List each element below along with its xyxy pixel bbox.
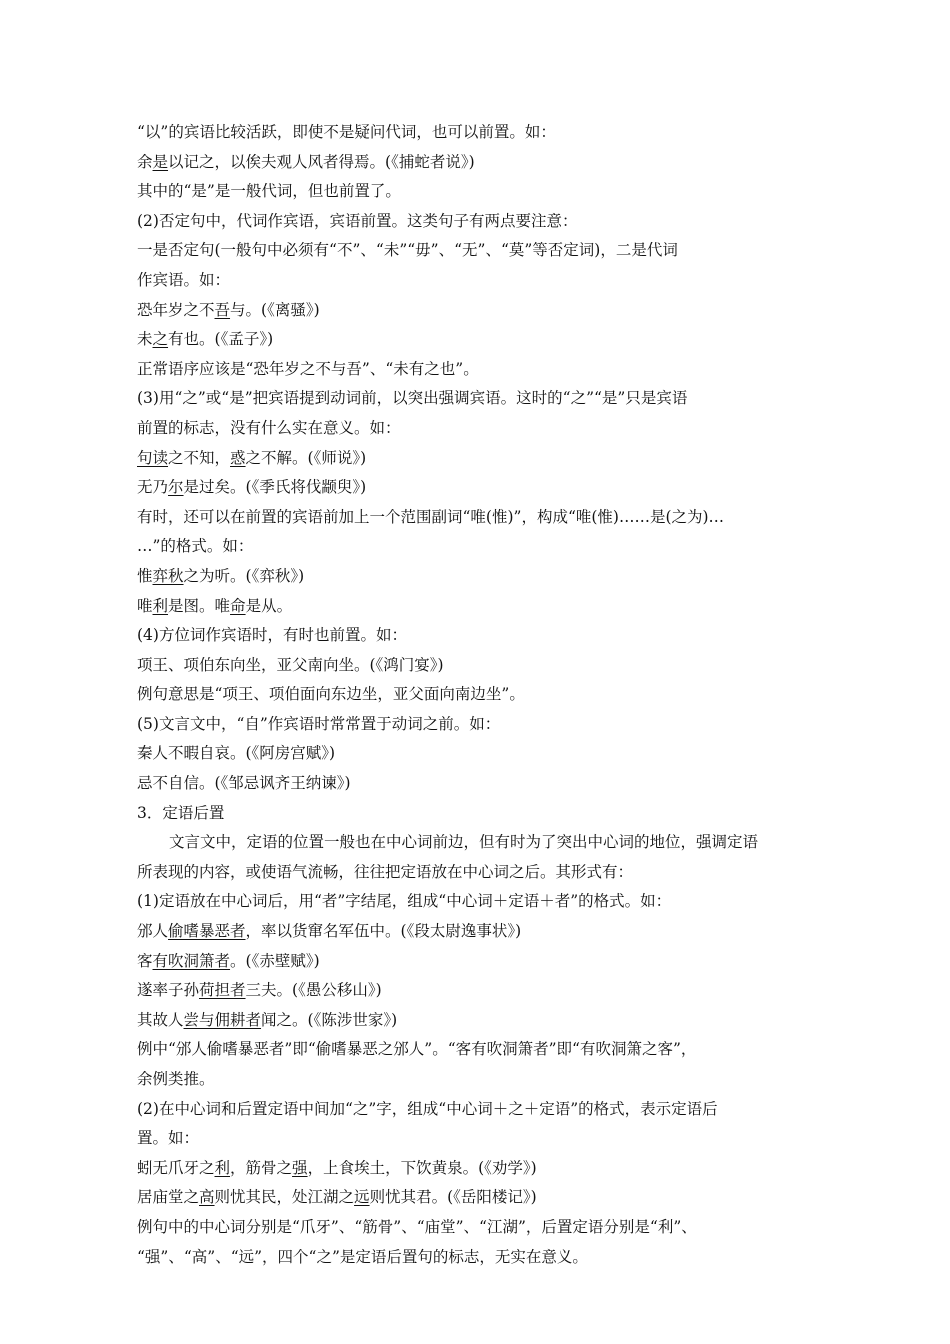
text-segment: “强”、“高”、“远”，四个“之”是定语后置句的标志，无实在意义。: [137, 1247, 588, 1266]
text-line: [137, 976, 827, 1006]
text-segment: 例中“邠人偷嗜暴恶者”即“偷嗜暴恶之邠人”。“客有吹洞箫者”即“有吹洞箫之客”，: [137, 1040, 697, 1059]
text-segment: 则忧其民，处江湖之: [214, 1188, 355, 1207]
text-line: [137, 1124, 827, 1154]
text-line: [137, 118, 827, 148]
text-segment: 置。如：: [137, 1129, 200, 1148]
underlined-word: 偷嗜暴恶者: [168, 922, 246, 941]
text-line: [137, 651, 827, 681]
underlined-word: 强: [292, 1158, 308, 1177]
text-segment: …”的格式。如：: [137, 537, 254, 556]
text-segment: 其中的“是”是一般代词，但也前置了。: [137, 182, 401, 201]
underlined-word: 高: [199, 1188, 215, 1207]
text-segment: 余: [137, 152, 153, 171]
underlined-word: 利: [214, 1158, 231, 1177]
text-line: [137, 1183, 827, 1213]
text-segment: 是过矣。(《季氏将伐颛臾》): [183, 478, 367, 497]
text-line: [137, 1006, 827, 1036]
text-segment: (2)在中心词和后置定语中间加“之”字，组成“中心词＋之＋定语”的格式，表示定语后: [137, 1099, 718, 1118]
text-line: [137, 355, 827, 385]
underlined-word: 利: [152, 596, 169, 615]
underlined-word: 命: [230, 596, 246, 615]
text-line: [137, 680, 827, 710]
text-line: [137, 266, 827, 296]
text-line: [137, 384, 827, 414]
text-segment: 忌不自信。(《邹忌讽齐王纳谏》): [137, 774, 351, 793]
text-segment: (5)文言文中，“自”作宾语时常常置于动词之前。如：: [137, 714, 501, 733]
text-line: [137, 739, 827, 769]
text-line: [137, 562, 827, 592]
text-segment: 作宾语。如：: [137, 270, 231, 289]
text-segment: 例句意思是“项王、项伯面向东边坐，亚父面向南边坐”。: [137, 685, 525, 704]
text-line: [137, 296, 827, 326]
text-line: [137, 177, 827, 207]
text-line: [137, 799, 827, 829]
text-line: [137, 148, 827, 178]
text-segment: 所表现的内容，或使语气流畅，往往把定语放在中心词之后。其形式有：: [137, 862, 634, 881]
text-line: [137, 828, 827, 858]
text-line: [137, 1065, 827, 1095]
text-line: [137, 414, 827, 444]
text-line: [137, 444, 827, 474]
text-line: [137, 473, 827, 503]
text-line: [137, 710, 827, 740]
underlined-word: 惑: [230, 448, 246, 467]
underlined-word: 远: [354, 1188, 370, 1207]
text-segment: 之不解。(《师说》): [245, 448, 367, 467]
text-segment: (1)定语放在中心词后，用“者”字结尾，组成“中心词＋定语＋者”的格式。如：: [137, 892, 672, 911]
text-line: [137, 1154, 827, 1184]
text-segment: 三夫。(《愚公移山》): [245, 981, 382, 1000]
text-segment: 项王、项伯东向坐，亚父南向坐。(《鸿门宴》): [137, 655, 444, 674]
text-segment: 客: [137, 951, 153, 970]
text-segment: 秦人不暇自哀。(《阿房宫赋》): [137, 744, 336, 763]
text-segment: 与。(《离骚》): [230, 300, 320, 319]
text-segment: 。(《赤壁赋》): [230, 951, 320, 970]
text-segment: “以”的宾语比较活跃，即使不是疑问代词，也可以前置。如：: [137, 123, 556, 141]
underlined-word: 有吹洞箫者: [152, 951, 231, 970]
text-line: [137, 887, 827, 917]
text-segment: 恐年岁之不: [137, 300, 215, 319]
text-segment: 蚓无爪牙之: [137, 1158, 215, 1177]
text-segment: 余例类推。: [137, 1070, 215, 1088]
text-line: [137, 503, 827, 533]
document-body: [137, 118, 827, 1272]
text-segment: 以记之，以俟夫观人风者得焉。(《捕蛇者说》): [168, 152, 475, 171]
text-segment: 无乃: [137, 478, 169, 497]
underlined-word: 之: [152, 330, 169, 349]
underlined-word: 是: [152, 152, 169, 171]
text-segment: ，筋骨之: [230, 1158, 293, 1177]
text-line: [137, 325, 827, 355]
underlined-word: 弈秋: [152, 566, 184, 585]
text-line: [137, 917, 827, 947]
underlined-word: 句读: [137, 448, 169, 467]
underlined-word: 尝与佣耕者: [183, 1010, 262, 1029]
text-line: [137, 1035, 827, 1065]
text-segment: 之为听。(《弈秋》): [183, 566, 305, 585]
text-segment: 是图。唯: [168, 596, 231, 615]
text-segment: (2)否定句中，代词作宾语，宾语前置。这类句子有两点要注意：: [137, 211, 578, 230]
text-segment: 前置的标志，没有什么实在意义。如：: [137, 418, 401, 437]
text-segment: (4)方位词作宾语时，有时也前置。如：: [137, 626, 407, 645]
text-line: [137, 1095, 827, 1125]
text-segment: 唯: [137, 596, 153, 615]
text-line: [137, 236, 827, 266]
text-segment: 闻之。(《陈涉世家》): [261, 1010, 398, 1029]
text-segment: ，上食埃土，下饮黄泉。(《劝学》): [307, 1158, 537, 1177]
text-line: [137, 1213, 827, 1243]
text-line: [137, 592, 827, 622]
text-line: [137, 621, 827, 651]
text-segment: 3．定语后置: [137, 803, 225, 822]
text-segment: 是从。: [245, 596, 293, 615]
text-line: [137, 1243, 827, 1273]
text-segment: 一是否定句(一般句中必须有“不”、“未”“毋”、“无”、“莫”等否定词)，二是代词: [137, 241, 678, 260]
underlined-word: 尔: [168, 478, 184, 497]
text-segment: 惟: [137, 566, 153, 585]
text-segment: 居庙堂之: [137, 1188, 200, 1207]
text-segment: 遂率子孙: [137, 981, 200, 1000]
text-segment: 正常语序应该是“恐年岁之不与吾”、“未有之也”。: [137, 359, 479, 378]
text-segment: 邠人: [137, 922, 169, 941]
text-segment: 则忧其君。(《岳阳楼记》): [369, 1188, 537, 1207]
text-segment: 有时，还可以在前置的宾语前加上一个范围副词“唯(惟)”，构成“唯(惟)……是(之为)…: [137, 507, 725, 526]
text-segment: 文言文中，定语的位置一般也在中心词前边，但有时为了突出中心词的地位，强调定语: [169, 833, 759, 852]
text-segment: 之不知，: [168, 448, 231, 467]
text-line: [137, 532, 827, 562]
text-segment: ，率以货窜名军伍中。(《段太尉逸事状》): [245, 922, 522, 941]
underlined-word: 荷担者: [199, 981, 246, 1000]
text-line: [137, 207, 827, 237]
text-line: [137, 769, 827, 799]
text-segment: 其故人: [137, 1010, 184, 1029]
text-segment: (3)用“之”或“是”把宾语提到动词前，以突出强调宾语。这时的“之”“是”只是宾语: [137, 389, 688, 408]
text-line: [137, 858, 827, 888]
underlined-word: 吾: [214, 300, 231, 319]
text-segment: 例句中的中心词分别是“爪牙”、“筋骨”、“庙堂”、“江湖”，后置定语分别是“利”、: [137, 1217, 697, 1236]
text-line: [137, 947, 827, 977]
text-segment: 有也。(《孟子》): [168, 330, 274, 349]
text-segment: 未: [137, 330, 153, 349]
